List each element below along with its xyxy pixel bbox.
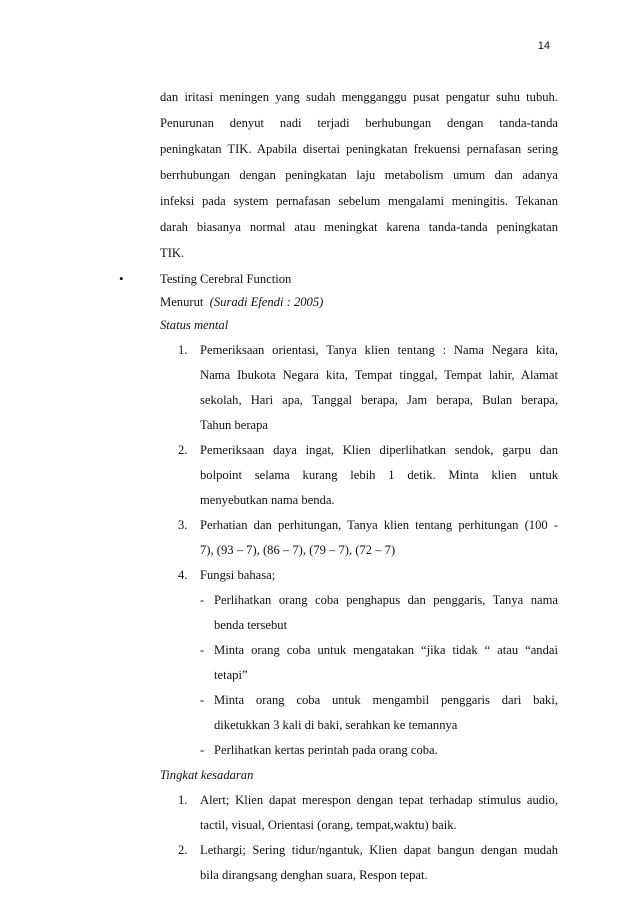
list-number: 4. bbox=[178, 568, 188, 582]
list-item-line: Lethargi; Sering tidur/ngantuk, Klien dapat bangun dengan mudah bbox=[200, 843, 558, 857]
list-item-line: bila dirangsang denghan suara, Respon tepat. bbox=[200, 868, 428, 882]
list-item-line: Alert; Klien dapat merespon dengan tepat terhadap stimulus audio, bbox=[200, 793, 558, 807]
page-number: 14 bbox=[537, 40, 550, 52]
paragraph-line: infeksi pada system pernafasan sebelum mengalami meningitis. Tekanan bbox=[160, 194, 558, 208]
list-item-line: Fungsi bahasa; bbox=[200, 568, 276, 582]
status-mental-heading: Status mental bbox=[160, 318, 229, 332]
list-item-line: Tahun berapa bbox=[200, 418, 268, 432]
source-citation: (Suradi Efendi : 2005) bbox=[209, 295, 324, 309]
dash-marker: - bbox=[200, 643, 205, 657]
sublist-item-line: Perlihatkan kertas perintah pada orang coba. bbox=[214, 743, 438, 757]
list-item-line: Nama Ibukota Negara kita, Tempat tinggal, Tempat lahir, Alamat bbox=[200, 368, 558, 382]
paragraph-line: darah biasanya normal atau meningkat karena tanda-tanda peningkatan bbox=[160, 220, 558, 234]
list-item-line: tactil, visual, Orientasi (orang, tempat,waktu) baik. bbox=[200, 818, 457, 832]
list-item-line: menyebutkan nama benda. bbox=[200, 493, 335, 507]
sublist-item-line: benda tersebut bbox=[214, 618, 288, 632]
sublist-item-line: diketukkan 3 kali di baki, serahkan ke temannya bbox=[214, 718, 458, 732]
list-number: 1. bbox=[178, 793, 188, 807]
section-title: Testing Cerebral Function bbox=[160, 272, 292, 286]
list-item-line: Pemeriksaan daya ingat, Klien diperlihatkan sendok, garpu dan bbox=[200, 443, 558, 457]
paragraph-line: dan iritasi meningen yang sudah mengganggu pusat pengatur suhu tubuh. bbox=[160, 90, 558, 104]
sublist-item-line: Minta orang coba untuk mengatakan “jika tidak “ atau “andai bbox=[214, 643, 558, 657]
sublist-item-line: Perlihatkan orang coba penghapus dan penggaris, Tanya nama bbox=[214, 593, 558, 607]
list-item-line: Pemeriksaan orientasi, Tanya klien tentang : Nama Negara kita, bbox=[200, 343, 558, 357]
list-number: 1. bbox=[178, 343, 188, 357]
kesadaran-heading: Tingkat kesadaran bbox=[160, 768, 254, 782]
list-number: 3. bbox=[178, 518, 188, 532]
paragraph-line: TIK. bbox=[160, 246, 185, 260]
source-prefix: Menurut bbox=[160, 295, 204, 309]
dash-marker: - bbox=[200, 743, 205, 757]
list-item-line: Perhatian dan perhitungan, Tanya klien tentang perhitungan (100 - bbox=[200, 518, 558, 532]
paragraph-line: berrhubungan dengan peningkatan laju metabolism umum dan adanya bbox=[160, 168, 558, 182]
paragraph-line: Penurunan denyut nadi terjadi berhubungan dengan tanda-tanda bbox=[160, 116, 558, 130]
list-number: 2. bbox=[178, 843, 188, 857]
paragraph-line: peningkatan TIK. Apabila disertai peningkatan frekuensi pernafasan sering bbox=[160, 142, 558, 156]
bullet-icon: • bbox=[119, 271, 124, 286]
list-item-line: bolpoint selama kurang lebih 1 detik. Minta klien untuk bbox=[200, 468, 558, 482]
list-item-line: 7), (93 – 7), (86 – 7), (79 – 7), (72 – 7) bbox=[200, 543, 396, 557]
list-item-line: sekolah, Hari apa, Tanggal berapa, Jam berapa, Bulan berapa, bbox=[200, 393, 558, 407]
dash-marker: - bbox=[200, 693, 205, 707]
dash-marker: - bbox=[200, 593, 205, 607]
sublist-item-line: tetapi” bbox=[214, 668, 248, 682]
sublist-item-line: Minta orang coba untuk mengambil penggaris dari baki, bbox=[214, 693, 558, 707]
list-number: 2. bbox=[178, 443, 188, 457]
source-line bbox=[160, 294, 323, 310]
